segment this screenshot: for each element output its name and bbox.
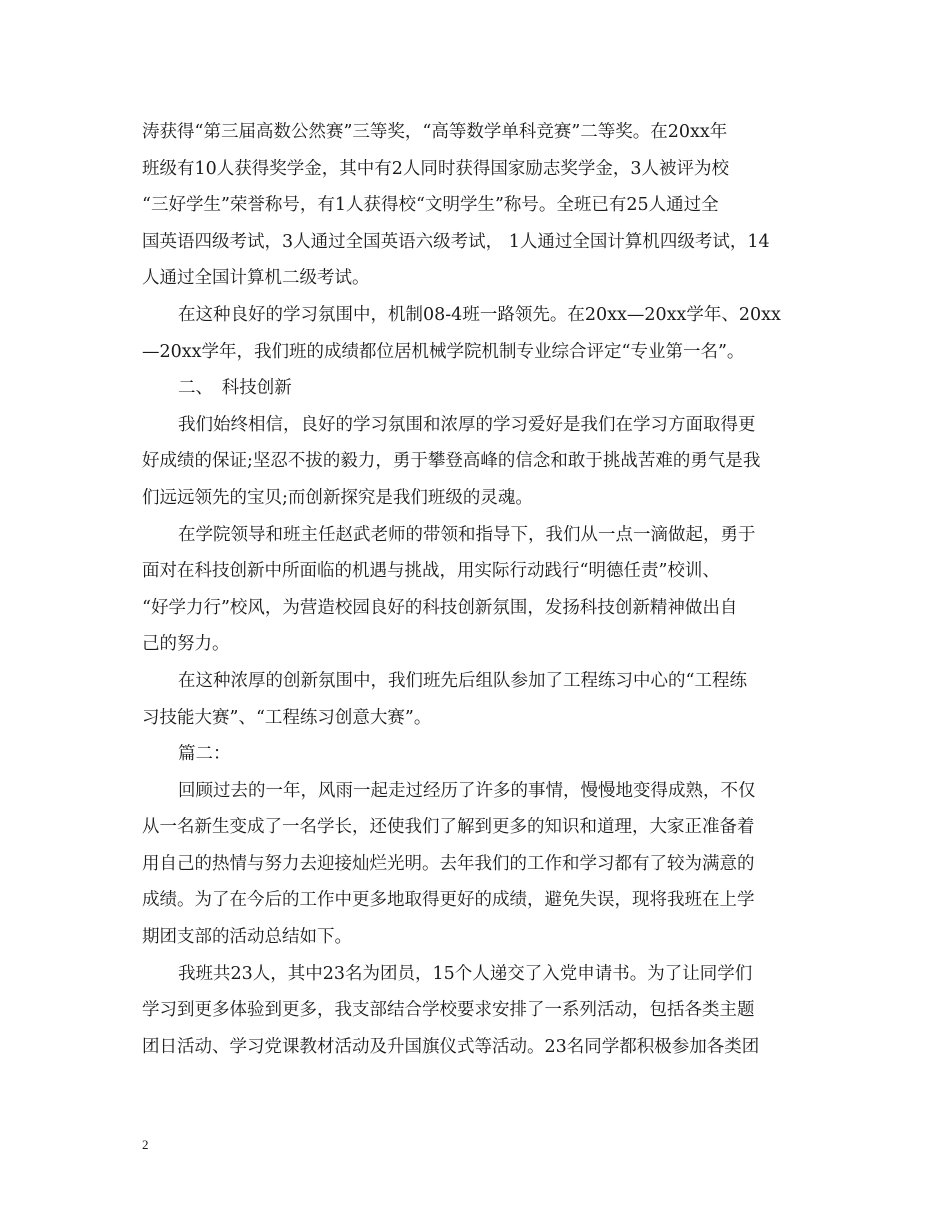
- text-line: 习技能大赛”、“工程练习创意大赛”。: [142, 707, 432, 728]
- text-line: 国英语四级考试，3人通过全国英语六级考试， 1人通过全国计算机四级考试，14: [142, 231, 770, 252]
- text-line: 用自己的热情与努力去迎接灿烂光明。去年我们的工作和学习都有了较为满意的: [142, 853, 755, 874]
- paragraph-start-line: 在这种良好的学习氛围中，机制08-4班一路领先。在20xx—20xx学年、20xx: [178, 304, 781, 325]
- text-line: 人通过全国计算机二级考试。: [142, 268, 370, 289]
- section-heading: 篇二：: [178, 744, 231, 765]
- text-line: 成绩。为了在今后的工作中更多地取得更好的成绩，避免失误，现将我班在上学: [142, 890, 755, 911]
- text-line: “好学力行”校风，为营造校园良好的科技创新氛围，发扬科技创新精神做出自: [142, 597, 738, 618]
- document-body: [142, 114, 812, 1065]
- text-line: 期团支部的活动总结如下。: [142, 927, 352, 948]
- section-heading: 二、 科技创新: [178, 378, 292, 399]
- paragraph-start-line: 我班共23人，其中23名为团员，15个人递交了入党申请书。为了让同学们: [178, 963, 753, 984]
- text-line: —20xx学年，我们班的成绩都位居机械学院机制专业综合评定“专业第一名”。: [142, 341, 745, 362]
- text-line: 团日活动、学习党课教材活动及升国旗仪式等活动。23名同学都积极参加各类团: [142, 1036, 760, 1057]
- text-line: 学习到更多体验到更多，我支部结合学校要求安排了一系列活动，包括各类主题: [142, 1000, 755, 1021]
- paragraph-start-line: 在学院领导和班主任赵武老师的带领和指导下，我们从一点一滴做起，勇于: [178, 524, 756, 545]
- text-line: “三好学生”荣誉称号，有1人获得校“文明学生”称号。全班已有25人通过全: [142, 195, 719, 216]
- paragraph-start-line: 回顾过去的一年，风雨一起走过经历了许多的事情，慢慢地变得成熟，不仅: [178, 780, 756, 801]
- text-line: 从一名新生变成了一名学长，还使我们了解到更多的知识和道理，大家正准备着: [142, 817, 755, 838]
- paragraph-start-line: 在这种浓厚的创新氛围中，我们班先后组队参加了工程练习中心的“工程练: [178, 670, 747, 691]
- text-line: 们远远领先的宝贝;而创新探究是我们班级的灵魂。: [142, 487, 533, 508]
- paragraph-start-line: 我们始终相信，良好的学习氛围和浓厚的学习爱好是我们在学习方面取得更: [178, 414, 756, 435]
- text-line: 班级有10人获得奖学金，其中有2人同时获得国家励志奖学金，3人被评为校: [142, 158, 730, 179]
- text-line: 己的努力。: [142, 634, 230, 655]
- text-line: 好成绩的保证;坚忍不拔的毅力，勇于攀登高峰的信念和敢于挑战苦难的勇气是我: [142, 451, 761, 472]
- page-number: 2: [142, 1137, 149, 1152]
- text-line: 面对在科技创新中所面临的机遇与挑战，用实际行动践行“明德任责”校训、: [142, 561, 720, 582]
- text-line: 涛获得“第三届高数公然赛”三等奖，“高等数学单科竞赛”二等奖。在20xx年: [142, 122, 728, 142]
